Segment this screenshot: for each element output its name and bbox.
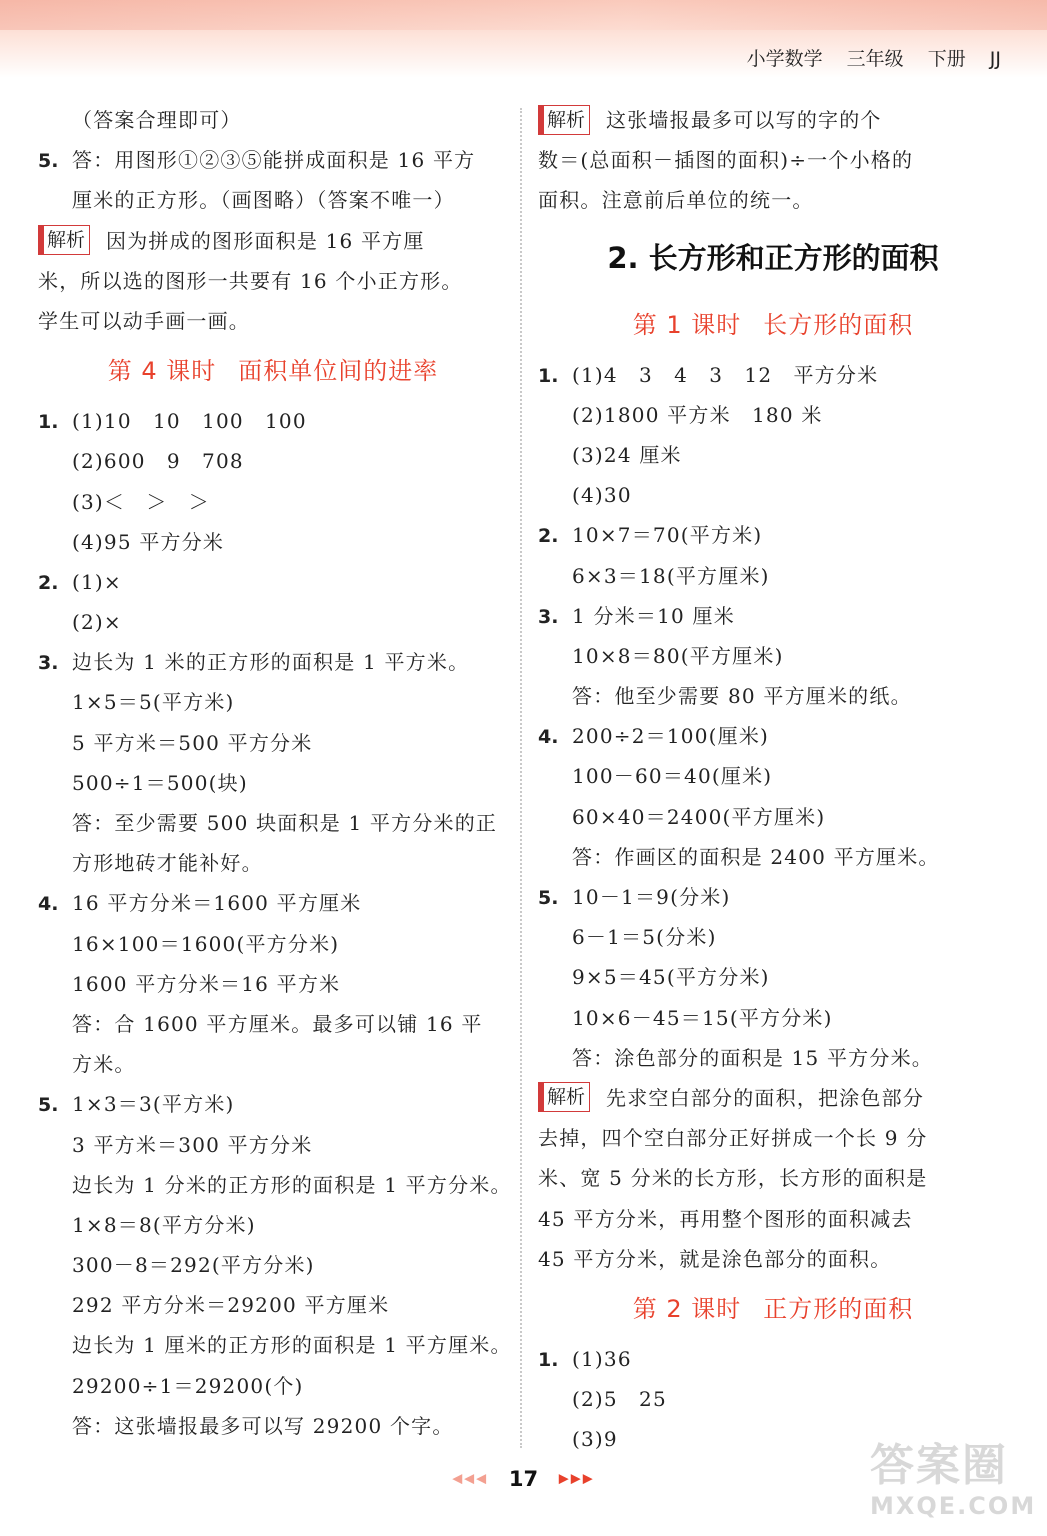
answer-line: （答案合理即可）	[72, 108, 242, 132]
lesson-title: 正方形的面积	[763, 1294, 914, 1323]
answer-line: 方形地砖才能补好。	[72, 851, 263, 876]
header-volume: 下册	[927, 48, 966, 70]
lesson-heading	[538, 295, 1008, 355]
question-number: 3.	[38, 652, 59, 675]
answer-text: 答：用图形①②③⑤能拼成面积是 16 平方	[72, 148, 476, 173]
answer-line: (2)600 9 708	[72, 449, 244, 474]
answer-line	[538, 877, 1008, 917]
answer-text: 200÷2＝100(厘米)	[572, 724, 770, 749]
right-column	[538, 100, 1008, 1459]
answer-line: 答：他至少需要 80 平方厘米的纸。	[572, 684, 912, 709]
answer-line	[538, 355, 1008, 395]
answer-line	[38, 562, 508, 602]
answer-line: (2)1800 平方米 180 米	[572, 402, 823, 427]
answer-line: 1600 平方分米＝16 平方米	[72, 971, 341, 996]
lesson-number: 第 2 课时	[632, 1294, 742, 1323]
analysis-line: 米、宽 5 分米的长方形，长方形的面积是	[538, 1166, 928, 1191]
analysis-line: 45 平方分米，再用整个图形的面积减去	[538, 1206, 913, 1231]
lesson-title: 面积单位间的进率	[238, 357, 439, 386]
answer-text: (1)10 10 100 100	[72, 409, 307, 434]
lesson-title: 长方形的面积	[763, 310, 914, 339]
answer-line	[538, 596, 1008, 636]
answer-line: 9×5＝45(平方分米)	[572, 965, 770, 990]
answer-line: 6－1＝5(分米)	[572, 925, 717, 950]
question-number: 1.	[538, 364, 559, 387]
answer-line	[38, 883, 508, 923]
answer-line	[538, 515, 1008, 555]
top-color-band-shade	[0, 0, 1047, 30]
answer-line: 答：合 1600 平方厘米。最多可以铺 16 平	[72, 1011, 483, 1036]
answer-line: (3)＜ ＞ ＞	[72, 489, 210, 514]
answer-line: 答：至少需要 500 块面积是 1 平方分米的正	[72, 811, 498, 835]
answer-line: 10×6－45＝15(平方分米)	[572, 1005, 833, 1030]
watermark-url: MXQE.COM	[870, 1492, 1037, 1520]
chapter-title: 2. 长方形和正方形的面积	[607, 240, 939, 275]
question-number: 4.	[38, 893, 59, 916]
question-number: 2.	[38, 571, 59, 594]
question-number: 2.	[538, 525, 559, 548]
analysis-text: 因为拼成的图形面积是 16 平方厘	[106, 228, 425, 253]
answer-line	[38, 401, 508, 441]
analysis-line: 45 平方分米，就是涂色部分的面积。	[538, 1246, 892, 1271]
answer-line: 答：作画区的面积是 2400 平方厘米。	[572, 844, 940, 869]
answer-line	[38, 140, 508, 180]
answer-text: 1×3＝3(平方米)	[72, 1092, 235, 1117]
analysis-tag: 解析	[38, 225, 90, 255]
answer-line: (2)5 25	[572, 1387, 667, 1412]
answer-line: (2)×	[72, 610, 122, 635]
answer-line: (4)30	[572, 483, 632, 508]
analysis-line	[38, 221, 508, 261]
analysis-line: 学生可以动手画一画。	[38, 308, 250, 333]
column-divider	[520, 108, 522, 1448]
analysis-line: 米，所以选的图形一共要有 16 个小正方形。	[38, 268, 463, 293]
answer-text: 10－1＝9(分米)	[572, 885, 731, 909]
answer-line: 方米。	[72, 1052, 136, 1077]
question-number: 5.	[38, 150, 59, 173]
answer-line	[38, 642, 508, 682]
answer-line: 300－8＝292(平方分米)	[72, 1253, 315, 1278]
right-arrows-icon: ▶▶▶	[558, 1471, 595, 1487]
lesson-number: 第 1 课时	[632, 310, 742, 339]
answer-line: 16×100＝1600(平方分米)	[72, 931, 340, 956]
answer-line: 60×40＝2400(平方厘米)	[572, 804, 826, 829]
analysis-line: 去掉，四个空白部分正好拼成一个长 9 分	[538, 1126, 928, 1151]
header-edition: JJ	[989, 48, 1001, 70]
answer-line: 3 平方米＝300 平方分米	[72, 1132, 313, 1157]
analysis-text: 这张墙报最多可以写的字的个	[606, 108, 882, 132]
question-number: 5.	[38, 1094, 59, 1117]
answer-line: 10×8＝80(平方厘米)	[572, 643, 784, 668]
watermark-text: 答案圈	[870, 1440, 1008, 1491]
analysis-tag: 解析	[538, 105, 590, 135]
left-column	[38, 100, 512, 1446]
answer-line: 边长为 1 分米的正方形的面积是 1 平方分米。	[72, 1172, 512, 1197]
lesson-heading	[538, 1279, 1008, 1339]
answer-line: (3)9	[572, 1427, 618, 1452]
page-number: 17	[508, 1467, 539, 1491]
left-arrows-icon: ◀◀◀	[452, 1471, 489, 1487]
lesson-heading	[38, 341, 508, 401]
answer-line: (4)95 平方分米	[72, 529, 225, 554]
question-number: 4.	[538, 726, 559, 749]
question-number: 3.	[538, 605, 559, 628]
analysis-line	[538, 100, 1008, 140]
answer-line: 292 平方分米＝29200 平方厘米	[72, 1293, 390, 1318]
analysis-line: 数＝(总面积－插图的面积)÷一个小格的	[538, 148, 914, 173]
lesson-number: 第 4 课时	[107, 357, 217, 386]
answer-line: 500÷1＝500(块)	[72, 770, 248, 795]
answer-line: 1×8＝8(平方分米)	[72, 1212, 256, 1237]
answer-text: 边长为 1 米的正方形的面积是 1 平方米。	[72, 650, 470, 675]
analysis-line	[538, 1078, 1008, 1118]
answer-line	[38, 1084, 508, 1124]
answer-text: (1)36	[572, 1346, 632, 1371]
answer-text: (1)×	[72, 569, 122, 594]
question-number: 1.	[38, 411, 59, 434]
analysis-line: 面积。注意前后单位的统一。	[538, 188, 814, 213]
answer-text: (1)4 3 4 3 12 平方分米	[572, 362, 879, 387]
watermark-logo	[870, 1440, 1040, 1530]
answer-line: 1×5＝5(平方米)	[72, 690, 235, 715]
question-number: 5.	[538, 887, 559, 909]
answer-text: 10×7＝70(平方米)	[572, 523, 763, 548]
answer-line: 6×3＝18(平方厘米)	[572, 563, 770, 588]
answer-line	[538, 1339, 1008, 1379]
answer-text: 1 分米＝10 厘米	[572, 603, 735, 628]
question-number: 1.	[538, 1348, 559, 1371]
answer-line: (3)24 厘米	[572, 442, 682, 467]
answer-line	[538, 716, 1008, 756]
header-grade: 三年级	[846, 48, 904, 70]
answer-line: 厘米的正方形。（画图略）（答案不唯一）	[72, 188, 455, 213]
analysis-text: 先求空白部分的面积，把涂色部分	[606, 1085, 925, 1110]
answer-line: 答：涂色部分的面积是 15 平方分米。	[572, 1045, 933, 1070]
analysis-tag: 解析	[538, 1082, 590, 1112]
page-header	[729, 44, 1001, 71]
answer-line: 29200÷1＝29200(个)	[72, 1373, 304, 1398]
answer-line: 100－60＝40(厘米)	[572, 764, 773, 789]
answer-line: 答：这张墙报最多可以写 29200 个字。	[72, 1413, 454, 1438]
header-subject: 小学数学	[746, 48, 823, 70]
answer-text: 16 平方分米＝1600 平方厘米	[72, 891, 362, 916]
answer-line: 边长为 1 厘米的正方形的面积是 1 平方厘米。	[72, 1333, 512, 1358]
answer-line: 5 平方米＝500 平方分米	[72, 730, 313, 755]
